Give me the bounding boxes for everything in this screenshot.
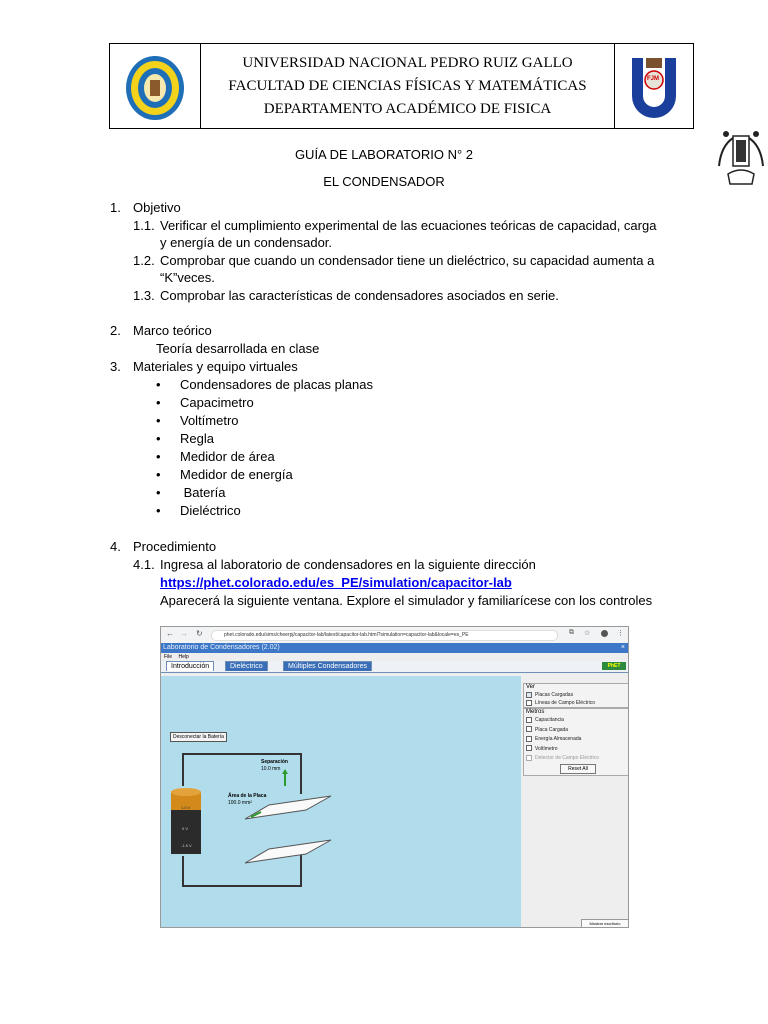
checkbox-label: Detector de Campo Eléctrico	[535, 755, 599, 761]
section-1-title: Objetivo	[133, 200, 181, 215]
item-1-1-line1: Verificar el cumplimiento experimental de las ecuaciones teóricas de capacidad, carga	[160, 218, 657, 233]
menu-bar	[161, 653, 628, 661]
bullet: •	[156, 467, 161, 482]
bullet: •	[156, 377, 161, 392]
bullet: •	[156, 503, 161, 518]
profile-avatar-icon[interactable]	[601, 630, 608, 637]
star-icon[interactable]: ☆	[584, 630, 591, 637]
item-4-1-number: 4.1.	[133, 557, 155, 572]
section-2-title: Marco teórico	[133, 323, 212, 338]
material-item: Medidor de área	[180, 449, 275, 464]
checkbox-icon	[526, 700, 532, 706]
left-logo-cell	[110, 44, 201, 128]
plate-area-label: Área de la Placa	[228, 793, 267, 799]
separation-value: 10.0 mm	[261, 766, 281, 772]
checkbox-plate-charge[interactable]	[524, 726, 628, 736]
university-name: UNIVERSIDAD NACIONAL PEDRO RUIZ GALLO	[242, 55, 573, 71]
battery-mid-label: 0 V	[182, 826, 189, 831]
disconnect-battery-button[interactable]: Desconectar la Batería	[170, 732, 227, 742]
item-1-1-number: 1.1.	[133, 218, 155, 233]
separation-label: Separación	[261, 759, 288, 765]
item-1-2-number: 1.2.	[133, 253, 155, 268]
material-item: Regla	[180, 431, 214, 446]
material-item: Medidor de energía	[180, 467, 293, 482]
tab-multiples-condensadores[interactable]: Múltiples Condensadores	[283, 661, 372, 671]
circuit-diagram	[161, 676, 521, 928]
checkbox-charged-plates[interactable]	[524, 691, 628, 699]
show-desktop-button[interactable]: Mostrar escritorio	[581, 919, 629, 928]
section-3-title: Materiales y equipo virtuales	[133, 359, 298, 374]
section-4-number: 4.	[110, 539, 121, 554]
checkbox-label: Líneas de Campo Eléctrico	[535, 700, 596, 706]
bullet: •	[156, 431, 161, 446]
address-bar[interactable]	[211, 630, 558, 641]
simulator-screenshot	[160, 626, 629, 928]
section-4-title: Procedimiento	[133, 539, 217, 554]
extension-icon[interactable]: ⧉	[569, 629, 574, 636]
bullet: •	[156, 395, 161, 410]
right-logo-cell	[614, 44, 693, 128]
plate-area-value: 100.0 mm²	[228, 800, 252, 806]
simulation-play-area	[161, 676, 521, 928]
reload-icon[interactable]: ↻	[196, 629, 203, 638]
meters-title: Metros	[526, 709, 545, 715]
checkbox-label: Placas Cargadas	[535, 692, 574, 698]
view-title: Ver	[526, 684, 536, 690]
item-4-1-line1: Ingresa al laboratorio de condensadores en la siguiente dirección	[160, 557, 536, 572]
bullet: •	[156, 449, 161, 464]
phet-link[interactable]: https://phet.colorado.edu/es_PE/simulation/capacitor-lab	[160, 575, 512, 590]
section-1-number: 1.	[110, 200, 121, 215]
back-icon[interactable]: ←	[166, 629, 174, 638]
section-2-number: 2.	[110, 323, 121, 338]
checkbox-field-lines[interactable]	[524, 699, 628, 707]
material-item: Capacimetro	[180, 395, 254, 410]
browser-toolbar	[161, 627, 628, 644]
guide-title: GUÍA DE LABORATORIO N° 2	[294, 147, 474, 162]
checkbox-label: Energía Almacenada	[535, 736, 582, 742]
window-title-bar	[161, 643, 628, 653]
tab-bar	[161, 661, 628, 673]
tab-dielectrico[interactable]: Dieléctrico	[225, 661, 268, 671]
faculty-logo	[615, 44, 693, 128]
faculty-logo-text: FJM	[647, 76, 659, 82]
address-text: phet.colorado.edu/sims/cheerpj/capacitor-lab/latest/capacitor-lab.html?simulation=capacitor-lab&locale=es_PE	[224, 632, 469, 638]
header-box	[109, 43, 694, 129]
header-text	[200, 44, 615, 128]
menu-help[interactable]: Help	[178, 654, 189, 660]
view-panel	[523, 683, 629, 708]
checkbox-checked-icon	[526, 692, 532, 698]
item-1-2-line1: Comprobar que cuando un condensador tiene un dieléctrico, su capacidad aumenta a	[160, 253, 655, 268]
checkbox-label: Capacitancia	[535, 717, 564, 723]
checkbox-label: Placa Cargada	[535, 726, 569, 733]
checkbox-stored-energy[interactable]	[524, 735, 628, 745]
checkbox-icon	[526, 717, 532, 723]
bullet: •	[156, 413, 161, 428]
section-2-body: Teoría desarrollada en clase	[156, 341, 320, 356]
checkbox-label: Voltímetro	[535, 745, 558, 752]
checkbox-capacitance[interactable]	[524, 716, 628, 726]
item-1-3-line1: Comprobar las características de condensadores asociados en serie.	[160, 288, 559, 303]
item-1-2-line2: “K”veces.	[160, 270, 215, 285]
checkbox-field-detector[interactable]	[524, 754, 628, 764]
checkbox-icon	[526, 755, 532, 761]
material-item: Condensadores de placas planas	[180, 377, 373, 392]
material-item: Dieléctrico	[180, 503, 241, 518]
battery-slider[interactable]: -1.5 V	[181, 843, 192, 848]
menu-file[interactable]: File	[164, 654, 173, 660]
item-1-3-number: 1.3.	[133, 288, 155, 303]
battery-top-label: 1.5 V	[181, 805, 191, 810]
item-1-1-line2: y energía de un condensador.	[160, 235, 333, 250]
checkbox-icon	[526, 736, 532, 742]
faculty-name: FACULTAD DE CIENCIAS FÍSICAS Y MATEMÁTICAS	[228, 78, 587, 94]
forward-icon[interactable]: →	[180, 629, 188, 638]
bullet: •	[156, 485, 161, 500]
university-seal-logo	[110, 44, 200, 128]
phet-logo: PhET	[602, 662, 626, 670]
reset-all-button[interactable]: Reset All	[560, 764, 596, 774]
close-icon[interactable]: ×	[620, 644, 625, 651]
checkbox-icon	[526, 726, 532, 732]
section-3-number: 3.	[110, 359, 121, 374]
tab-introduccion[interactable]: Introducción	[166, 661, 214, 671]
checkbox-icon	[526, 745, 532, 751]
more-icon[interactable]: ⋮	[617, 630, 624, 637]
material-item: Voltímetro	[180, 413, 239, 428]
material-item: Batería	[180, 485, 226, 500]
department-name: DEPARTAMENTO ACADÉMICO DE FISICA	[263, 101, 552, 117]
window-title: Laboratorio de Condensadores (2.02)	[163, 644, 280, 651]
guide-subtitle: EL CONDENSADOR	[323, 174, 445, 189]
item-4-1-line3: Aparecerá la siguiente ventana. Explore el simulador y familiarícese con los controles	[160, 593, 653, 608]
checkbox-voltmeter[interactable]	[524, 745, 628, 755]
